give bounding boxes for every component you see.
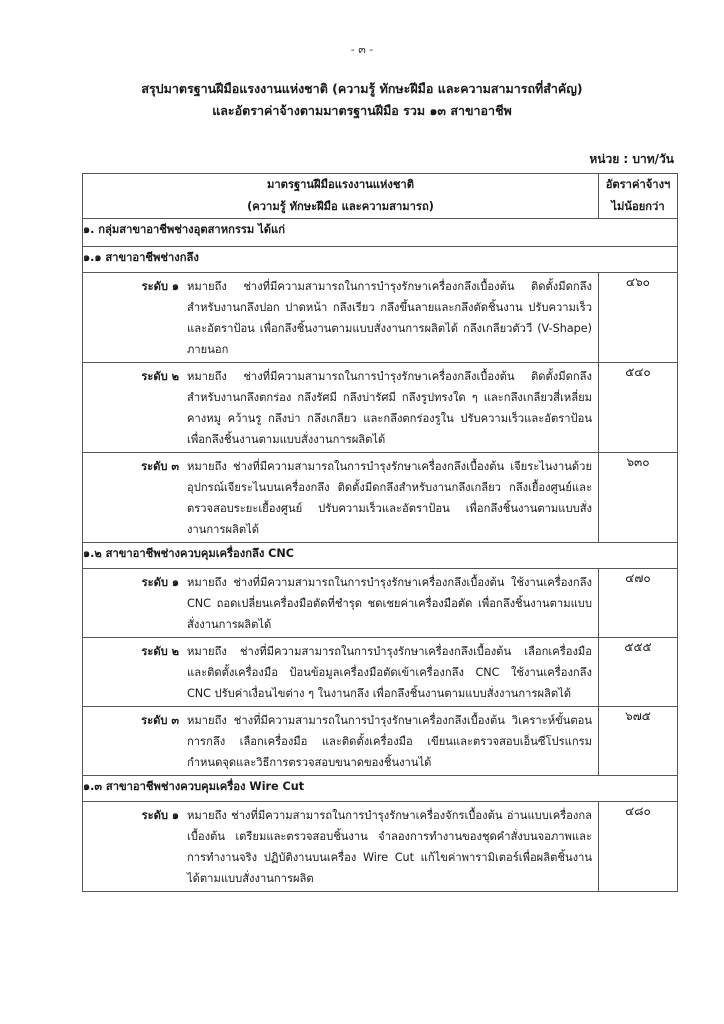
group-title: ๑. กลุ่มสาขาอาชีพช่างอุตสาหกรรม ได้แก่ bbox=[83, 219, 678, 247]
level-description: หมายถึง ช่างที่มีความสามารถในการบำรุงรักษาเครื่องจักรเบื้องต้น อ่านแบบเครื่องกลเบื้องต้น เตรียมและตรวจสอบชิ้นงาน จำลองการทำงานของชุดคำสั่งบนจอภาพและการทำงานจริง ปฏิบัติงานบนเครื่อง Wire Cut แก้ไขค่าพารามิเตอร์เพื่อผลิตชิ้นงานได้ตามแบบสั่งงานการผลิต bbox=[187, 809, 592, 885]
level-description: หมายถึง ช่างที่มีความสามารถในการบำรุงรักษาเครื่องกลึงเบื้องต้น วิเคราะห์ขั้นตอนการกลึง เลือกเครื่องมือ และติดตั้งเครื่องมือ เขียนและตรวจสอบเอ็นซีโปรแกรม กำหนดจุดและวิธีการตรวจสอบขนาดของชิ้นงานได้ bbox=[187, 714, 592, 769]
level-label: ระดับ ๓ bbox=[141, 714, 179, 727]
branch-title: ๑.๒ สาขาอาชีพช่างควบคุมเครื่องกลึง CNC bbox=[83, 543, 678, 569]
title-line-1: สรุปมาตรฐานฝีมือแรงงานแห่งชาติ (ความรู้ ทักษะฝีมือ และความสามารถที่สำคัญ) bbox=[141, 81, 583, 96]
group-row bbox=[83, 219, 678, 247]
rate-value: ๔๖๐ bbox=[599, 273, 678, 363]
header-rate-line-1: อัตราค่าจ้างฯ bbox=[605, 178, 671, 191]
header-description bbox=[83, 174, 599, 219]
level-label: ระดับ ๑ bbox=[141, 280, 179, 293]
unit-label: หน่วย : บาท/วัน bbox=[589, 152, 674, 166]
level-description: หมายถึง ช่างที่มีความสามารถในการบำรุงรักษาเครื่องกลึงเบื้องต้น เลือกเครื่องมือและติดตั้งเครื่องมือ ป้อนข้อมูลเครื่องมือตัดเข้าเครื่องกลึง CNC ใช้งานเครื่องกลึง CNC ปรับค่าเงื่อนไขต่าง ๆ ในงานกลึง เพื่อกลึงชิ้นงานตามแบบสั่งงานการผลิตได้ bbox=[187, 645, 592, 700]
rate-value: ๕๔๐ bbox=[599, 363, 678, 453]
table-header-row bbox=[83, 174, 678, 219]
branch-row bbox=[83, 543, 678, 569]
header-rate-line-2: ไม่น้อยกว่า bbox=[611, 200, 665, 213]
level-cell bbox=[83, 802, 599, 892]
title-line-2: และอัตราค่าจ้างตามมาตรฐานฝีมือ รวม ๑๓ สาขาอาชีพ bbox=[212, 103, 512, 118]
table-row bbox=[83, 453, 678, 543]
header-desc-line-1: มาตรฐานฝีมือแรงงานแห่งชาติ bbox=[267, 178, 414, 191]
branch-row bbox=[83, 776, 678, 802]
table-row bbox=[83, 569, 678, 638]
table-row bbox=[83, 707, 678, 776]
table-row bbox=[83, 802, 678, 892]
header-desc-line-2: (ความรู้ ทักษะฝีมือ และความสามารถ) bbox=[247, 200, 434, 213]
level-description: หมายถึง ช่างที่มีความสามารถในการบำรุงรักษาเครื่องกลึงเบื้องต้น เจียระไนงานด้วยอุปกรณ์เจียระไนบนเครื่องกลึง ติดตั้งมีดกลึงสำหรับงานกลึงเกลียว กลึงเยื้องศูนย์และตรวจสอบระยะเยื้องศูนย์ ปรับความเร็วและอัตราป้อน เพื่อกลึงชิ้นงานตามแบบสั่งงานการผลิตได้ bbox=[187, 460, 592, 536]
page-number: - ๓ - bbox=[350, 43, 374, 56]
branch-title: ๑.๑ สาขาอาชีพช่างกลึง bbox=[83, 247, 678, 273]
level-label: ระดับ ๒ bbox=[141, 370, 179, 383]
table-row bbox=[83, 638, 678, 707]
standards-table bbox=[82, 173, 678, 892]
level-cell bbox=[83, 363, 599, 453]
level-description: หมายถึง ช่างที่มีความสามารถในการบำรุงรักษาเครื่องกลึงเบื้องต้น ติดตั้งมีดกลึงสำหรับงานกลึงปอก ปาดหน้า กลึงเรียว กลึงขึ้นลายและกลึงตัดชิ้นงาน ปรับความเร็วและอัตราป้อน เพื่อกลึงชิ้นงานตามแบบสั่งงานการผลิตได้ กลึงเกลียวตัววี (V-Shape) ภายนอก bbox=[187, 280, 592, 356]
rate-value: ๖๗๕ bbox=[599, 707, 678, 776]
rate-value: ๔๗๐ bbox=[599, 569, 678, 638]
level-label: ระดับ ๒ bbox=[141, 645, 179, 658]
rate-value: ๔๘๐ bbox=[599, 802, 678, 892]
branch-title: ๑.๓ สาขาอาชีพช่างควบคุมเครื่อง Wire Cut bbox=[83, 776, 678, 802]
document-title bbox=[0, 78, 724, 122]
level-cell bbox=[83, 273, 599, 363]
level-cell bbox=[83, 569, 599, 638]
level-cell bbox=[83, 707, 599, 776]
rate-value: ๕๕๕ bbox=[599, 638, 678, 707]
rate-value: ๖๓๐ bbox=[599, 453, 678, 543]
level-description: หมายถึง ช่างที่มีความสามารถในการบำรุงรักษาเครื่องกลึงเบื้องต้น ติดตั้งมีดกลึงสำหรับงานกลึงตกร่อง กลึงรัศมี กลึงบ่ารัศมี กลึงรูปทรงใด ๆ และกลึงเกลียวสี่เหลี่ยมคางหมู คว้านรู กลึงบ่า กลึงเกลียว และกลึงตกร่องรูใน ปรับความเร็วและอัตราป้อน เพื่อกลึงชิ้นงานตามแบบสั่งงานการผลิตได้ bbox=[187, 370, 592, 446]
level-description: หมายถึง ช่างที่มีความสามารถในการบำรุงรักษาเครื่องกลึงเบื้องต้น ใช้งานเครื่องกลึง CNC ถอดเปลี่ยนเครื่องมือตัดที่ชำรุด ชดเชยค่าเครื่องมือตัด เพื่อกลึงชิ้นงานตามแบบสั่งงานการผลิตได้ bbox=[187, 576, 592, 631]
header-rate bbox=[599, 174, 678, 219]
level-label: ระดับ ๑ bbox=[141, 809, 179, 822]
level-label: ระดับ ๓ bbox=[141, 460, 179, 473]
branch-row bbox=[83, 247, 678, 273]
level-label: ระดับ ๑ bbox=[141, 576, 179, 589]
table-row bbox=[83, 273, 678, 363]
table-row bbox=[83, 363, 678, 453]
level-cell bbox=[83, 453, 599, 543]
level-cell bbox=[83, 638, 599, 707]
